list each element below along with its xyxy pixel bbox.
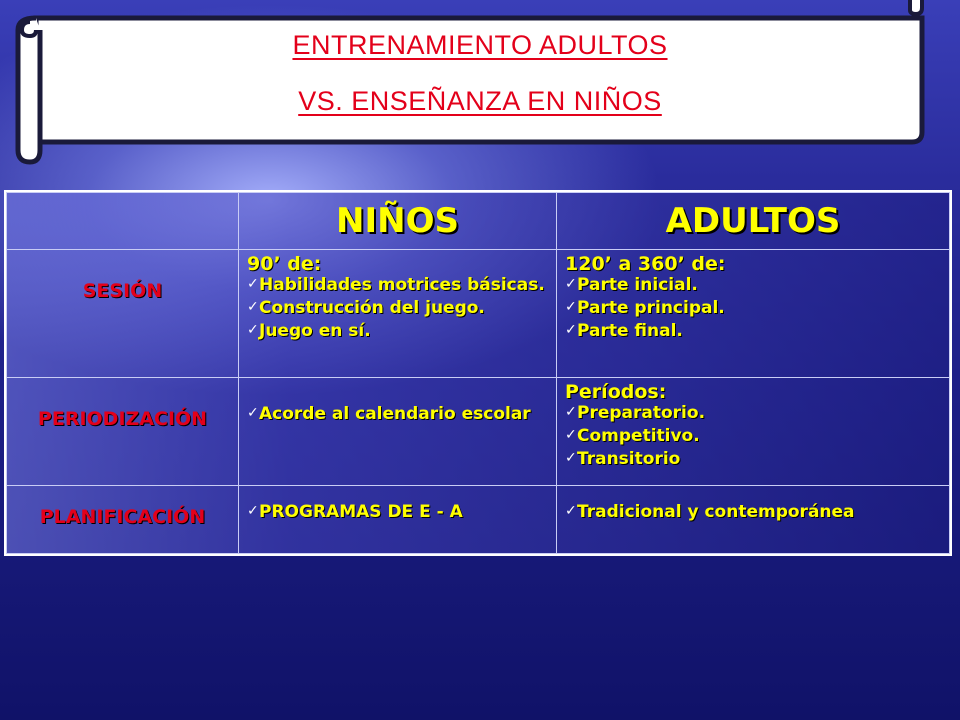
check-icon: ✓ — [565, 503, 577, 519]
check-icon: ✓ — [247, 405, 259, 421]
table-row-periodizacion — [7, 378, 950, 486]
check-icon: ✓ — [565, 450, 577, 466]
cell-sesion-ninos — [239, 250, 557, 378]
title-line-1: ENTRENAMIENTO ADULTOS — [292, 30, 668, 60]
title-line-2: VS. ENSEÑANZA EN NIÑOS — [298, 86, 662, 116]
cell-lead: 90’ de: — [247, 253, 322, 275]
cell-sesion-adultos — [557, 250, 950, 378]
cell-lead: Períodos: — [565, 381, 667, 403]
list-item: ✓ Parte principal. — [565, 298, 725, 318]
cell-lead: 120’ a 360’ de: — [565, 253, 726, 275]
comparison-table — [4, 190, 952, 556]
row-label-sesion: SESIÓN — [7, 250, 239, 378]
check-icon: ✓ — [565, 427, 577, 443]
check-icon: ✓ — [565, 299, 577, 315]
cell-periodizacion-adultos — [557, 378, 950, 486]
list-item: ✓ Tradicional y contemporánea — [565, 502, 855, 522]
check-icon: ✓ — [247, 276, 259, 292]
row-label-planificacion: PLANIFICACIÓN — [7, 486, 239, 554]
list-item: ✓ Parte final. — [565, 321, 683, 341]
list-item: ✓ Parte inicial. — [565, 275, 698, 295]
list-item: ✓ PROGRAMAS DE E - A — [247, 502, 463, 522]
list-item: ✓ Juego en sí. — [247, 321, 371, 341]
table-row-sesion — [7, 250, 950, 378]
table-header-row — [7, 193, 950, 250]
list-item: ✓ Transitorio — [565, 449, 681, 469]
list-item: ✓ Competitivo. — [565, 426, 700, 446]
cell-periodizacion-ninos — [239, 378, 557, 486]
check-icon: ✓ — [247, 503, 259, 519]
check-icon: ✓ — [565, 276, 577, 292]
list-item: ✓ Preparatorio. — [565, 403, 706, 423]
list-item: ✓ Habilidades motrices básicas. — [247, 275, 545, 295]
scroll-banner-shape — [0, 0, 960, 170]
cell-planificacion-ninos — [239, 486, 557, 554]
check-icon: ✓ — [247, 299, 259, 315]
list-item: ✓ Construcción del juego. — [247, 298, 485, 318]
row-label-periodizacion: PERIODIZACIÓN — [7, 378, 239, 486]
title-banner — [0, 0, 960, 170]
cell-planificacion-adultos — [557, 486, 950, 554]
table-row-planificacion — [7, 486, 950, 554]
check-icon: ✓ — [247, 322, 259, 338]
header-adultos: ADULTOS — [557, 193, 950, 250]
check-icon: ✓ — [565, 322, 577, 338]
check-icon: ✓ — [565, 404, 577, 420]
header-ninos: NIÑOS — [239, 193, 557, 250]
list-item: ✓ Acorde al calendario escolar — [247, 404, 531, 424]
header-empty-cell — [7, 193, 239, 250]
